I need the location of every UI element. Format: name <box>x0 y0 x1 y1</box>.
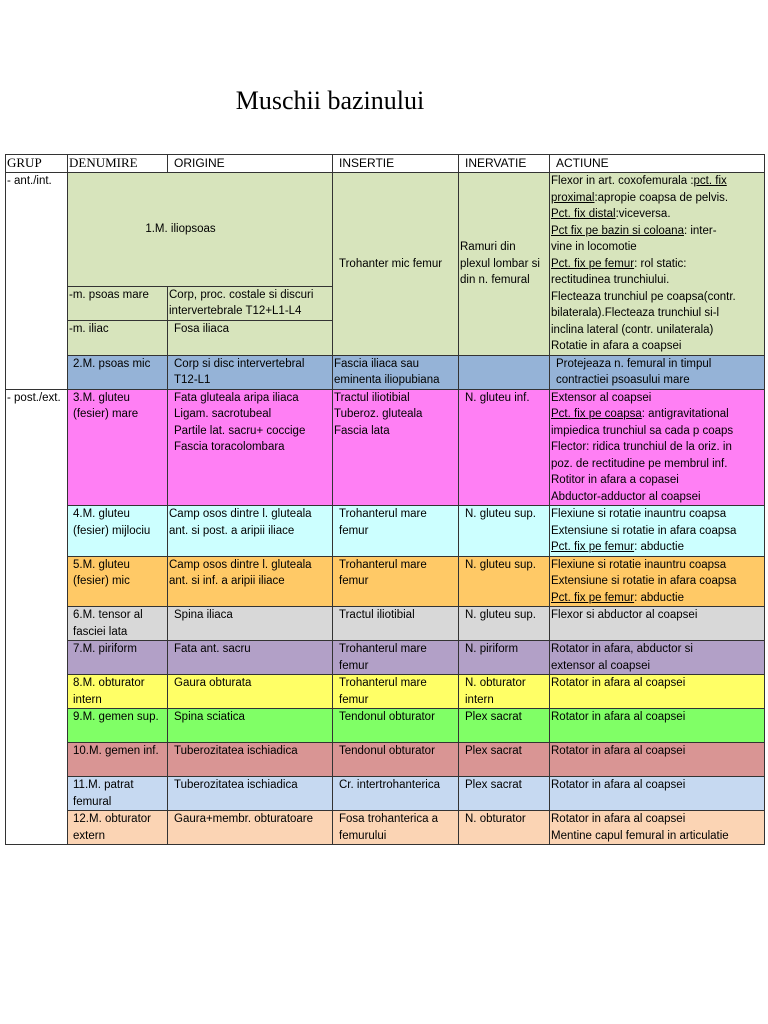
action-text: bilaterala).Flecteaza trunchiul si-l <box>551 307 720 319</box>
action-text: :apropie coapsa de pelvis. <box>594 191 729 204</box>
insertion: Fosa trohanterica a femurului <box>333 811 459 845</box>
action-line <box>551 322 763 339</box>
muscle-name: 6.M. tensor al fasciei lata <box>68 607 168 641</box>
action-line: extensor al coapsei <box>551 659 651 672</box>
action-line <box>551 456 763 473</box>
action-line <box>551 223 763 240</box>
action-line <box>551 423 763 440</box>
header-denumire: DENUMIRE <box>68 155 168 173</box>
action-underlined-text: Pct. fix pe femur <box>551 257 635 270</box>
muscle-part-name: -m. iliac <box>68 321 168 355</box>
action-text: Flexor in art. coxofemurala : <box>551 175 694 187</box>
action-line <box>551 539 763 556</box>
innervation: N. piriform <box>459 641 550 675</box>
header-inervatie: INERVATIE <box>459 155 550 173</box>
action-line: Extensiune si rotatie in afara coapsa <box>551 575 737 587</box>
insertion: Tendonul obturator <box>333 743 459 777</box>
muscle-name: 7.M. piriform <box>68 641 168 675</box>
action-text: : antigravitational <box>641 408 729 420</box>
header-grup: GRUP <box>6 155 68 173</box>
action-line: Rotator in afara al coapsei <box>551 813 686 825</box>
action-line: Flexor si abductor al coapsei <box>551 609 698 621</box>
table-header-row <box>6 155 765 173</box>
action-text: :viceversa. <box>615 208 671 220</box>
action-line: Mentine capul femural in articulatie <box>551 829 729 842</box>
innervation: Plex sacrat <box>459 709 550 743</box>
action <box>550 389 765 506</box>
action-line <box>551 472 763 489</box>
action <box>550 811 765 845</box>
insertion: Trohanterul mare femur <box>333 506 459 557</box>
header-origine: ORIGINE <box>168 155 333 173</box>
innervation: N. obturator intern <box>459 675 550 709</box>
header-actiune: ACTIUNE <box>550 155 765 173</box>
muscle-name: 2.M. psoas mic <box>68 355 168 389</box>
action-underlined-text: proximal <box>551 191 595 204</box>
origin: Camp osos dintre l. gluteala ant. si post. a aripii iliace <box>168 506 333 557</box>
action-text: poz. de rectitudine pe membrul inf. <box>551 457 728 470</box>
action-line: Rotator in afara al coapsei <box>551 711 686 723</box>
insertion: Tractul iliotibial <box>333 607 459 641</box>
action-text: impiedica trunchiul sa cada p coaps <box>551 424 734 437</box>
action <box>550 556 765 607</box>
action-line <box>551 206 763 223</box>
group-anterior: - ant./int. <box>6 173 68 390</box>
insertion-line: Tuberoz. gluteala <box>334 408 423 420</box>
origin: Tuberozitatea ischiadica <box>168 777 333 811</box>
action-line <box>551 173 763 190</box>
action-line <box>551 390 763 407</box>
action-line <box>551 590 763 607</box>
origin <box>168 389 333 506</box>
table-row <box>6 389 765 506</box>
innervation: N. gluteu sup. <box>459 556 550 607</box>
action-line: Flexiune si rotatie inauntru coapsa <box>551 558 727 571</box>
table-row <box>6 506 765 557</box>
action-line: Rotator in afara al coapsei <box>551 779 686 791</box>
origin: Gaura+membr. obturatoare <box>168 811 333 845</box>
muscle-name: 4.M. gluteu (fesier) mijlociu <box>68 506 168 557</box>
origin: Corp si disc intervertebral T12-L1 <box>168 355 333 389</box>
origin: Corp, proc. costale si discuri intervertebrale T12+L1-L4 <box>168 286 333 320</box>
action <box>550 607 765 641</box>
muscle-name: 9.M. gemen sup. <box>68 709 168 743</box>
action: Protejeaza n. femural in timpul contractiei psoasului mare <box>550 355 765 389</box>
action-text: Rotatie in afara a coapsei <box>551 340 682 352</box>
action-line <box>551 272 763 289</box>
table-row <box>6 607 765 641</box>
muscle-name: 5.M. gluteu (fesier) mic <box>68 556 168 607</box>
muscle-part-name: -m. psoas mare <box>68 286 168 320</box>
innervation: N. gluteu sup. <box>459 506 550 557</box>
action-underlined-text: pct. fix <box>693 175 727 187</box>
origin: Spina sciatica <box>168 709 333 743</box>
origin: Gaura obturata <box>168 675 333 709</box>
insertion-line: Tractul iliotibial <box>334 391 410 404</box>
action <box>550 675 765 709</box>
action <box>550 777 765 811</box>
insertion: Tendonul obturator <box>333 709 459 743</box>
table-row <box>6 173 765 287</box>
action-text: vine in locomotie <box>551 241 637 253</box>
origin-line: Partile lat. sacru+ coccige <box>174 424 306 437</box>
muscle-name: 1.M. iliopsoas <box>68 173 333 287</box>
action-text: Rotitor in afara a copasei <box>551 474 679 486</box>
origin: Tuberozitatea ischiadica <box>168 743 333 777</box>
origin-line: Fata gluteala aripa iliaca <box>174 391 299 404</box>
insertion <box>333 389 459 506</box>
action-text: Extensor al coapsei <box>551 391 652 404</box>
action-line <box>551 489 763 506</box>
innervation <box>459 355 550 389</box>
action-line <box>551 439 763 456</box>
group-posterior: - post./ext. <box>6 389 68 845</box>
action-line: Rotator in afara al coapsei <box>551 745 686 757</box>
action-line <box>551 239 763 256</box>
insertion: Trohanterul mare femur <box>333 556 459 607</box>
action-text: Abductor-adductor al coapsei <box>551 490 701 503</box>
innervation: N. gluteu inf. <box>459 389 550 506</box>
action-underlined-text: Pct fix pe bazin si coloana <box>551 224 684 237</box>
insertion-line: Fascia lata <box>334 424 390 437</box>
origin: Fata ant. sacru <box>168 641 333 675</box>
table-row <box>6 777 765 811</box>
innervation: Plex sacrat <box>459 743 550 777</box>
action-underlined-text: Pct. fix pe coapsa <box>551 408 642 420</box>
insertion: Trohanterul mare femur <box>333 675 459 709</box>
muscle-name: 11.M. patrat femural <box>68 777 168 811</box>
innervation: Ramuri din plexul lombar si din n. femural <box>459 173 550 356</box>
action-line <box>551 305 763 322</box>
action-line: Rotator in afara al coapsei <box>551 677 686 689</box>
action-line: Flexiune si rotatie inauntru coapsa <box>551 508 727 520</box>
origin: Fosa iliaca <box>168 321 333 355</box>
action-line <box>551 338 763 355</box>
action-text: : abductie <box>634 541 684 553</box>
action-text: : rol static: <box>634 257 687 270</box>
muscle-name: 10.M. gemen inf. <box>68 743 168 777</box>
muscle-name: 12.M. obturator extern <box>68 811 168 845</box>
action-underlined-text: Pct. fix pe femur <box>551 591 635 604</box>
action <box>550 743 765 777</box>
insertion: Cr. intertrohanterica <box>333 777 459 811</box>
action-underlined-text: Pct. fix pe femur <box>551 541 635 553</box>
action-line <box>551 190 763 207</box>
origin: Spina iliaca <box>168 607 333 641</box>
table-row <box>6 641 765 675</box>
innervation: N. obturator <box>459 811 550 845</box>
table-row <box>6 811 765 845</box>
origin: Camp osos dintre l. gluteala ant. si inf. a aripii iliace <box>168 556 333 607</box>
muscle-name: 3.M. gluteu (fesier) mare <box>68 389 168 506</box>
action-text: rectitudinea trunchiului. <box>551 274 670 286</box>
action-line: Rotator in afara, abductor si <box>551 643 693 655</box>
action-text: Flector: ridica trunchiul de la oriz. in <box>551 441 732 453</box>
table-row <box>6 556 765 607</box>
muscle-name: 8.M. obturator intern <box>68 675 168 709</box>
innervation: N. gluteu sup. <box>459 607 550 641</box>
table-row <box>6 743 765 777</box>
innervation: Plex sacrat <box>459 777 550 811</box>
insertion: Trohanterul mare femur <box>333 641 459 675</box>
action-text: : abductie <box>634 591 684 604</box>
muscle-table <box>5 154 765 845</box>
insertion: Fascia iliaca sau eminenta iliopubiana <box>333 355 459 389</box>
table-row <box>6 675 765 709</box>
action-text: : inter- <box>683 224 717 237</box>
table-row <box>6 709 765 743</box>
action-text: inclina lateral (contr. unilaterala) <box>551 323 714 336</box>
action <box>550 173 765 356</box>
header-insertie: INSERTIE <box>333 155 459 173</box>
action <box>550 709 765 743</box>
action-line <box>551 256 763 273</box>
origin-line: Ligam. sacrotubeal <box>174 408 272 420</box>
action-underlined-text: Pct. fix distal <box>551 208 616 220</box>
action-line <box>551 289 763 306</box>
page-title: Muschii bazinului <box>235 86 425 115</box>
action-line: Extensiune si rotatie in afara coapsa <box>551 524 737 537</box>
action-line <box>551 406 763 423</box>
origin-line: Fascia toracolombara <box>174 441 285 453</box>
insertion: Trohanter mic femur <box>333 173 459 356</box>
action-text: Flecteaza trunchiul pe coapsa(contr. <box>551 290 736 303</box>
action <box>550 506 765 557</box>
action <box>550 641 765 675</box>
table-row <box>6 355 765 389</box>
